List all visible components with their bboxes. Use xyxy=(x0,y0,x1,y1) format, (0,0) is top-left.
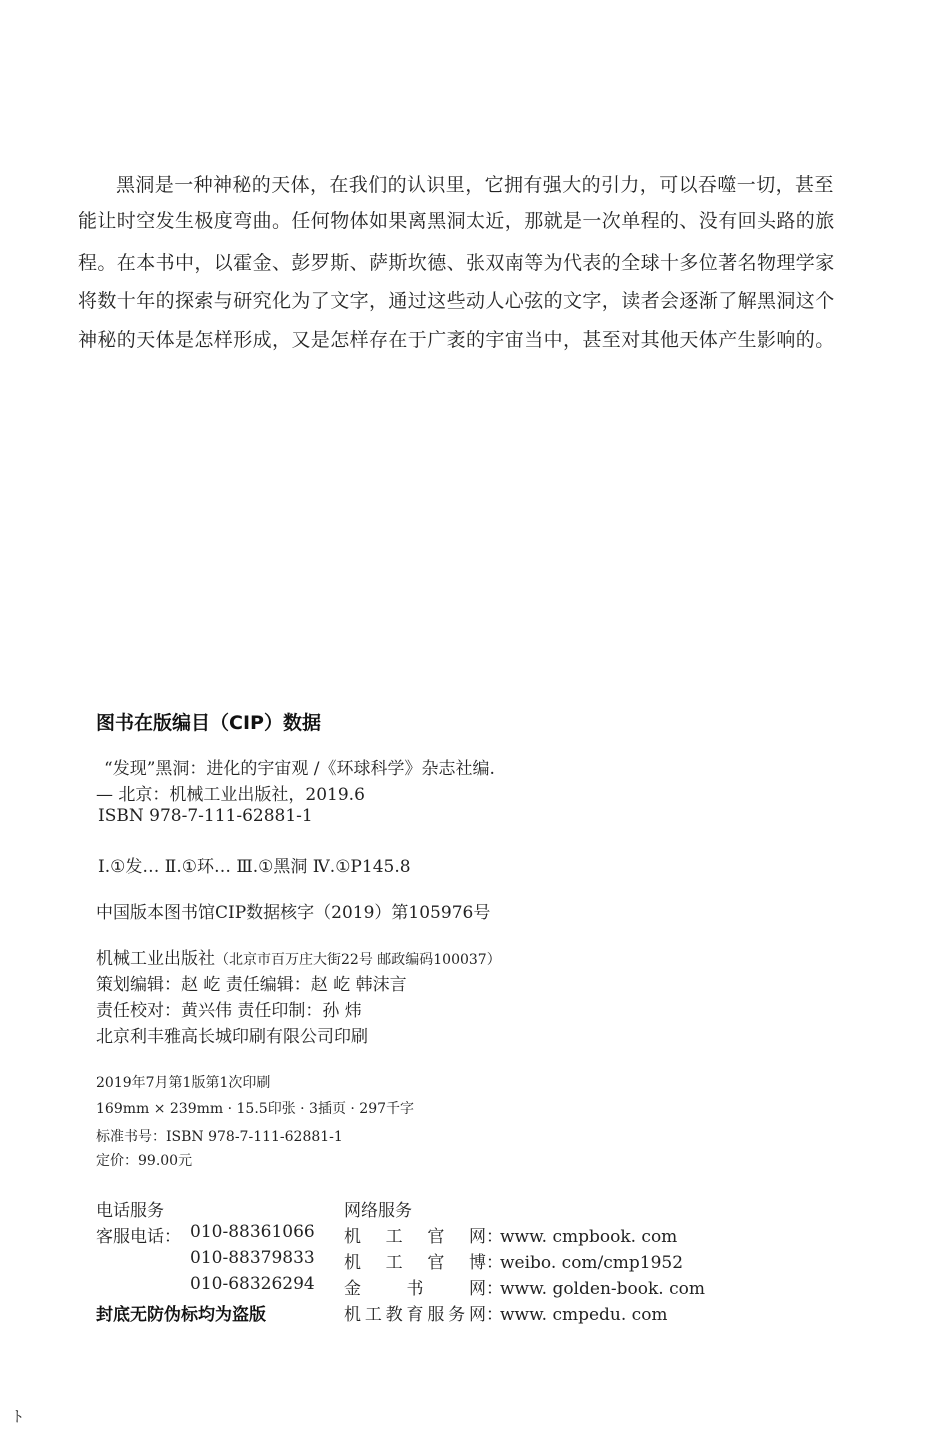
phone-service-label: 客服电话： xyxy=(96,1227,181,1247)
web-service-item xyxy=(344,1222,677,1247)
synopsis-line: 将数十年的探索与研究化为了文字，通过这些动人心弦的文字，读者会逐渐了解黑洞这个 xyxy=(78,290,835,312)
cip-publisher-line: — 北京：机械工业出版社，2019.6 xyxy=(96,785,365,805)
web-service-item xyxy=(344,1248,683,1273)
web-service-url: www. golden-book. com xyxy=(500,1279,705,1299)
proofreader-credits: 责任校对：黄兴伟 责任印制：孙 炜 xyxy=(96,1001,362,1021)
printer-line: 北京利丰雅高长城印刷有限公司印刷 xyxy=(96,1027,368,1047)
editor-credits: 策划编辑：赵 屹 责任编辑：赵 屹 韩沫言 xyxy=(96,975,407,995)
scan-mark: ﾄ xyxy=(14,1407,23,1426)
publisher-line xyxy=(96,944,501,969)
synopsis-line: 程。在本书中，以霍金、彭罗斯、萨斯坎德、张双南等为代表的全球十多位著名物理学家 xyxy=(78,252,835,274)
web-service-label: 机工官博 xyxy=(344,1253,486,1273)
web-service-colon: ： xyxy=(486,1227,503,1247)
synopsis-line: 能让时空发生极度弯曲。任何物体如果离黑洞太近，那就是一次单程的、没有回头路的旅 xyxy=(78,210,835,232)
phone-service-heading: 电话服务 xyxy=(96,1201,164,1221)
phone-number: 010-68326294 xyxy=(190,1274,315,1294)
web-service-colon: ： xyxy=(486,1279,503,1299)
cip-verification: 中国版本图书馆CIP数据核字（2019）第105976号 xyxy=(96,903,491,923)
web-service-label: 机工教育服务网 xyxy=(344,1305,486,1325)
web-service-label: 金书网 xyxy=(344,1279,486,1299)
cip-classification: Ⅰ.①发… Ⅱ.①环… Ⅲ.①黑洞 Ⅳ.①P145.8 xyxy=(98,857,411,877)
publisher-name: 机械工业出版社 xyxy=(96,949,215,969)
web-service-url: www. cmpedu. com xyxy=(500,1305,668,1325)
format-line: 169mm × 239mm · 15.5印张 · 3插页 · 297千字 xyxy=(96,1101,415,1117)
cip-isbn-line: ISBN 978-7-111-62881-1 xyxy=(98,806,313,826)
synopsis-line: 黑洞是一种神秘的天体，在我们的认识里，它拥有强大的引力，可以吞噬一切，甚至 xyxy=(116,174,834,196)
web-service-heading: 网络服务 xyxy=(344,1201,412,1221)
synopsis-line: 神秘的天体是怎样形成，又是怎样存在于广袤的宇宙当中，甚至对其他天体产生影响的。 xyxy=(78,329,835,351)
phone-number: 010-88361066 xyxy=(190,1222,315,1242)
web-service-item xyxy=(344,1274,705,1299)
publisher-address: （北京市百万庄大街22号 邮政编码100037） xyxy=(215,952,501,968)
price-line: 定价：99.00元 xyxy=(96,1153,193,1169)
web-service-url: www. cmpbook. com xyxy=(500,1227,678,1247)
anti-counterfeit-notice: 封底无防伪标均为盗版 xyxy=(96,1305,266,1325)
web-service-item xyxy=(344,1300,668,1325)
isbn-standard-line: 标准书号：ISBN 978-7-111-62881-1 xyxy=(96,1129,343,1145)
cip-heading: 图书在版编目（CIP）数据 xyxy=(96,712,321,734)
phone-number: 010-88379833 xyxy=(190,1248,315,1268)
cip-title-line: “发现”黑洞：进化的宇宙观 /《环球科学》杂志社编. xyxy=(104,759,495,779)
web-service-label: 机工官网 xyxy=(344,1227,486,1247)
web-service-colon: ： xyxy=(486,1305,503,1325)
web-service-url: weibo. com/cmp1952 xyxy=(500,1253,684,1273)
edition-line: 2019年7月第1版第1次印刷 xyxy=(96,1075,271,1091)
web-service-colon: ： xyxy=(486,1253,503,1273)
